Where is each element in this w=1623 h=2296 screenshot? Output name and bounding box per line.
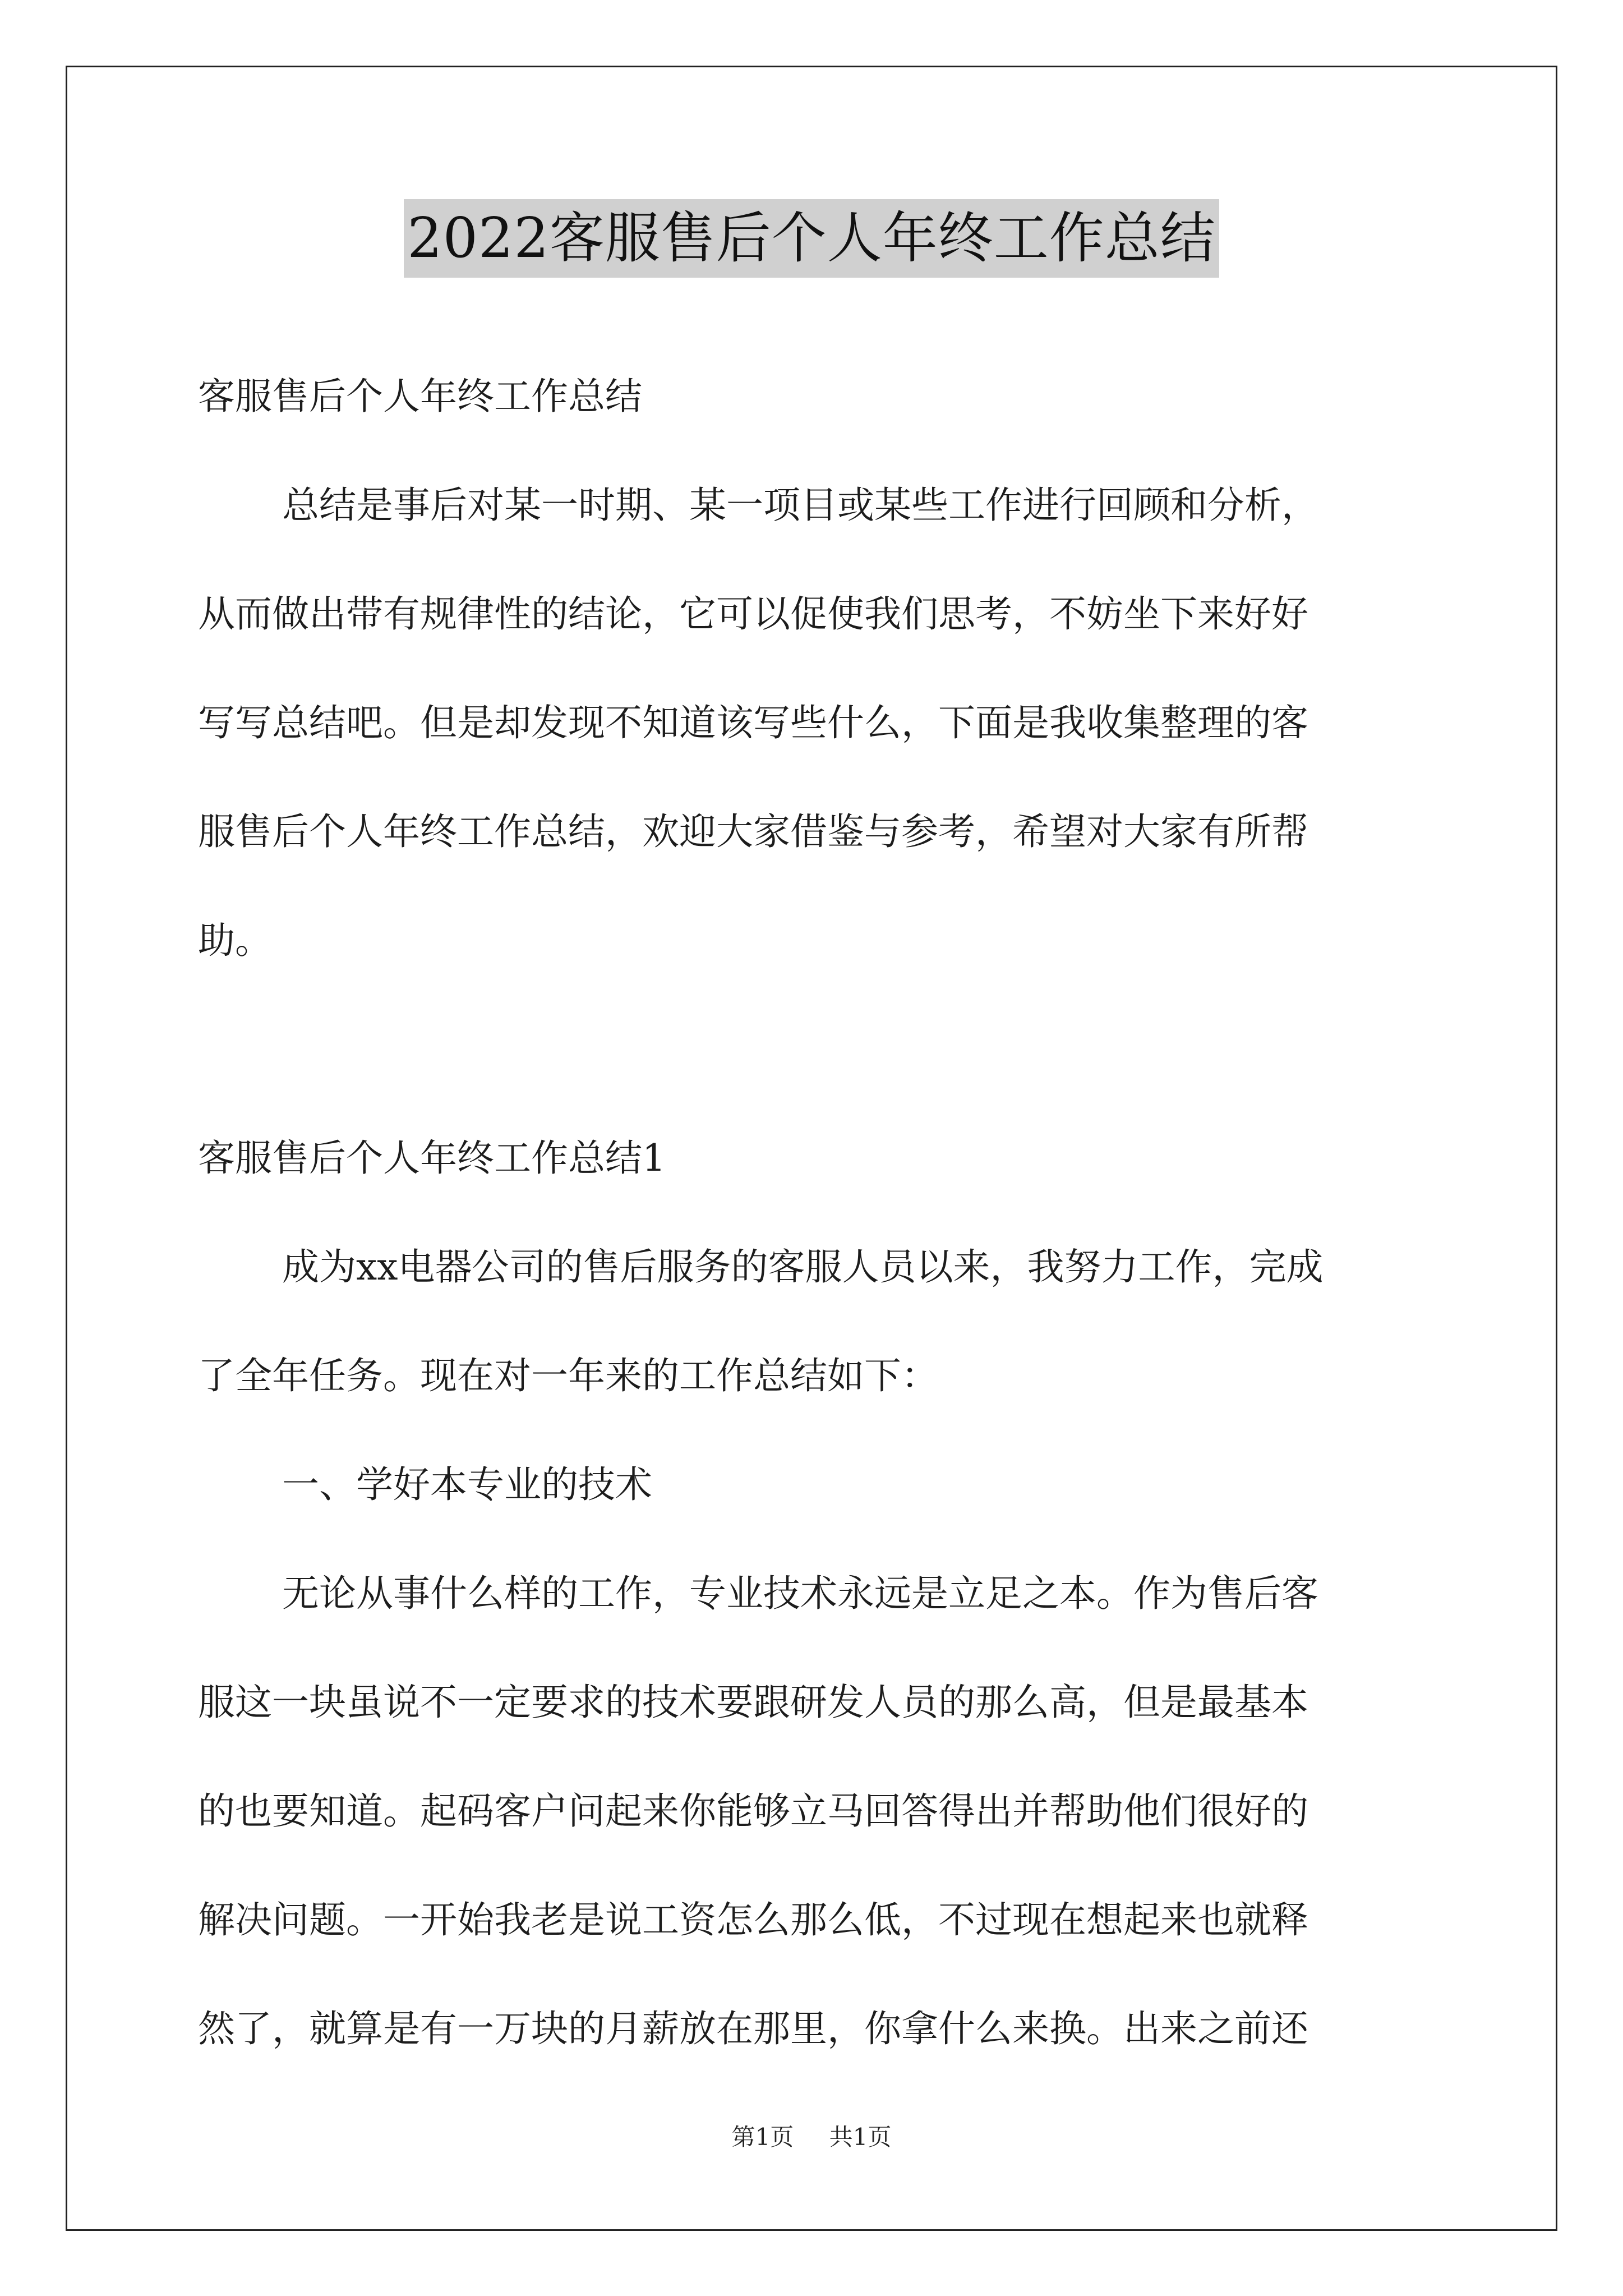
paragraph-line: 了全年任务。现在对一年来的工作总结如下： (198, 1354, 938, 1397)
paragraph-line: 写写总结吧。但是却发现不知道该写些什么，下面是我收集整理的客 (198, 701, 1308, 744)
paragraph-line: 助。 (198, 919, 272, 962)
paragraph-line: 服售后个人年终工作总结，欢迎大家借鉴与参考，希望对大家有所帮 (198, 810, 1308, 853)
title-container (0, 199, 1623, 278)
paragraph-line: 无论从事什么样的工作，专业技术永远是立足之本。作为售后客 (282, 1572, 1318, 1615)
paragraph-line: 服这一块虽说不一定要求的技术要跟研发人员的那么高，但是最基本 (198, 1681, 1308, 1724)
page-footer (0, 2120, 1623, 2154)
page-total: 共1页 (829, 2123, 892, 2151)
paragraph-line: 然了，就算是有一万块的月薪放在那里，你拿什么来换。出来之前还 (198, 2007, 1308, 2050)
page-number: 第1页 (731, 2123, 794, 2151)
paragraph-line: 解决问题。一开始我老是说工资怎么那么低，不过现在想起来也就释 (198, 1898, 1308, 1941)
paragraph-line: 从而做出带有规律性的结论，它可以促使我们思考，不妨坐下来好好 (198, 592, 1308, 636)
section-heading: 客服售后个人年终工作总结 (198, 375, 642, 418)
paragraph-line: 的也要知道。起码客户问起来你能够立马回答得出并帮助他们很好的 (198, 1789, 1308, 1833)
paragraph-line: 成为xx电器公司的售后服务的客服人员以来，我努力工作，完成 (282, 1245, 1324, 1289)
paragraph-line: 总结是事后对某一时期、某一项目或某些工作进行回顾和分析， (282, 484, 1318, 527)
document-body (198, 342, 1432, 2083)
section-heading: 客服售后个人年终工作总结1 (198, 1137, 666, 1180)
subsection-heading: 一、学好本专业的技术 (282, 1463, 652, 1506)
document-title: 2022客服售后个人年终工作总结 (404, 199, 1219, 278)
paragraph-gap (198, 995, 1432, 1104)
